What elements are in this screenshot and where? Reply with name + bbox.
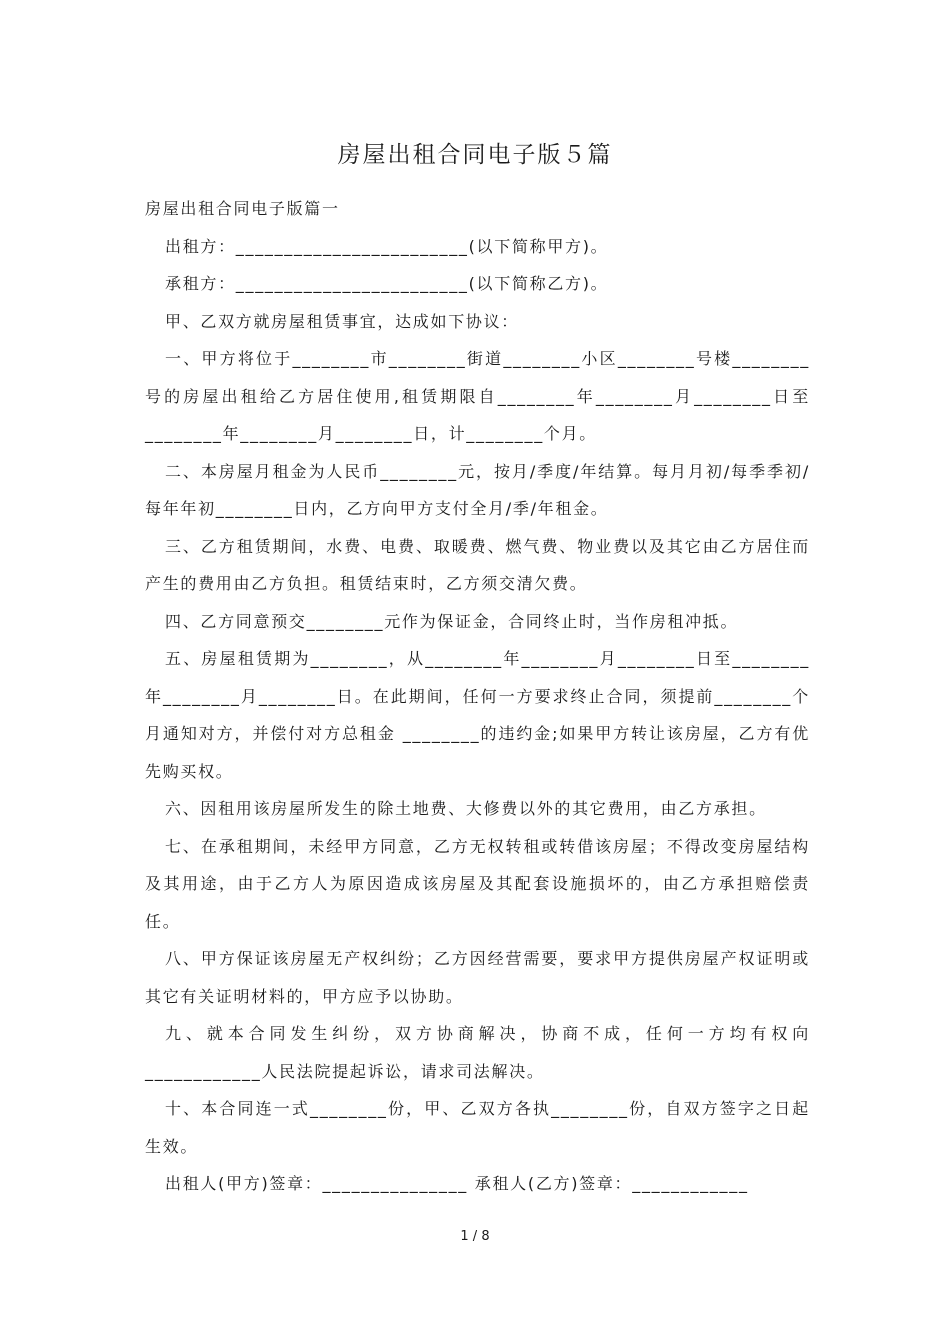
clause-7: 七、在承租期间，未经甲方同意，乙方无权转租或转借该房屋；不得改变房屋结构及其用途，由于乙方人为原因造成该房屋及其配套设施损坏的，由乙方承担赔偿责任。 — [145, 836, 810, 931]
clause-1: 一、甲方将位于________市________街道________小区________号楼________号的房屋出租给乙方居住使用,租赁期限自________年________月________日至________年________月________日，计________个月。 — [145, 349, 810, 443]
clause-5: 五、房屋租赁期为________，从________年________月________日至________年________月________日。在此期间，任何一方要求终止合同，须提前________个月通知对方，并偿付对方总租金 ________的违约金;如果甲方转让该房屋，乙方有优先购买权。 — [145, 649, 810, 781]
page-number: 1 / 8 — [460, 1229, 490, 1244]
clause-2: 二、本房屋月租金为人民币________元，按月/季度/年结算。每月月初/每季季初/每年年初________日内，乙方向甲方支付全月/季/年租金。 — [145, 461, 810, 518]
paragraph-lessee: 承租方：________________________(以下简称乙方)。 — [165, 274, 609, 293]
clause-6: 六、因租用该房屋所发生的除土地费、大修费以外的其它费用，由乙方承担。 — [165, 799, 767, 818]
clause-8: 八、甲方保证该房屋无产权纠纷；乙方因经营需要，要求甲方提供房屋产权证明或其它有关证明材料的，甲方应予以协助。 — [145, 949, 810, 1006]
paragraph-agreement-intro: 甲、乙双方就房屋租赁事宜，达成如下协议： — [165, 311, 520, 331]
signature-line: 出租人(甲方)签章：_______________ 承租人(乙方)签章：____________ — [165, 1174, 749, 1193]
clause-4: 四、乙方同意预交________元作为保证金，合同终止时，当作房租冲抵。 — [165, 611, 739, 631]
paragraph-lessor: 出租方：________________________(以下简称甲方)。 — [165, 236, 609, 256]
clause-9: 九、就本合同发生纠纷，双方协商解决，协商不成，任何一方均有权向____________人民法院提起诉讼，请求司法解决。 — [145, 1024, 810, 1081]
clause-3: 三、乙方租赁期间，水费、电费、取暖费、燃气费、物业费以及其它由乙方居住而产生的费用由乙方负担。租赁结束时，乙方须交清欠费。 — [145, 536, 810, 593]
section-heading: 房屋出租合同电子版篇一 — [145, 199, 340, 218]
clause-10: 十、本合同连一式________份，甲、乙双方各执________份，自双方签字之日起生效。 — [145, 1099, 810, 1156]
document-body — [145, 190, 810, 1203]
document-title: 房屋出租合同电子版５篇 — [337, 142, 613, 168]
